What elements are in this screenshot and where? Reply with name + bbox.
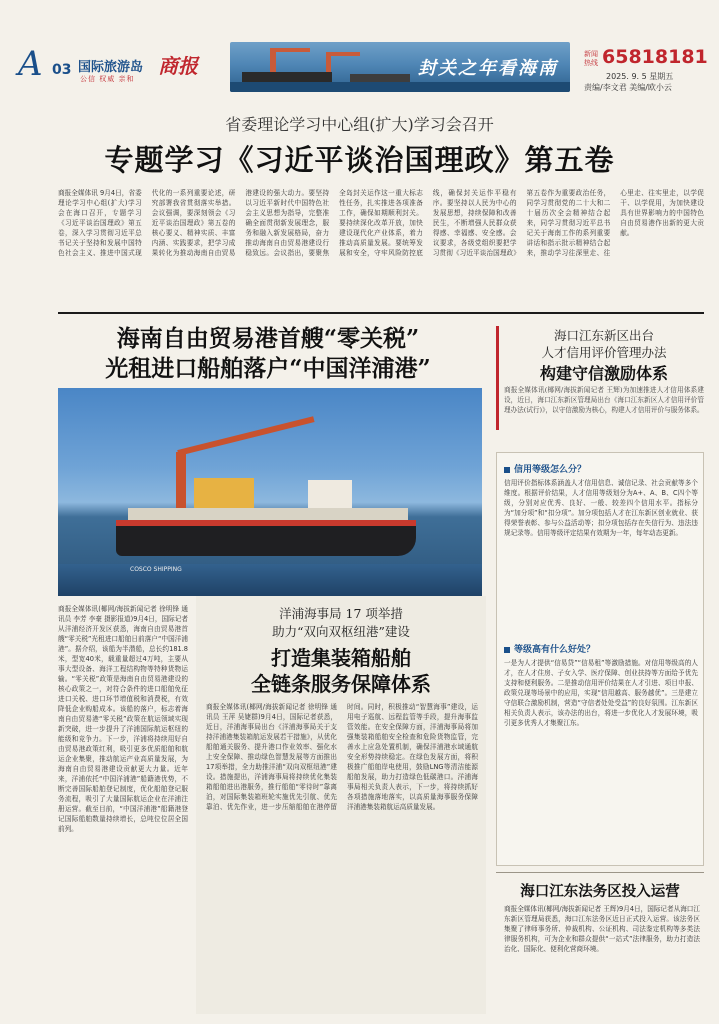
- shipping-headline-line2: 全链条服务保障体系: [251, 672, 431, 696]
- subhead-credit-levels: [504, 462, 586, 475]
- slogan: 公信 权威 亲和: [80, 75, 135, 83]
- subhead-benefits: [504, 642, 595, 655]
- page-number: 03: [52, 62, 72, 78]
- paper-brand-logo: 商报: [158, 54, 198, 78]
- ship-cargo-block: [194, 478, 254, 508]
- banner-title: 封关之年看海南: [418, 58, 558, 79]
- legal-district-body: 商报全媒体讯(椰网/海拔新闻记者 王辉)9月4日，国际记者从海口江东新区管理局获悉，海口江东法务区近日正式投入运营。该法务区集聚了律师事务所、仲裁机构、公证机构、司法鉴定机构等多类法律服务机构，可为企业和群众提供“一站式”法律服务，助力打造法治化、国际化、便利化营商环境。: [504, 905, 700, 953]
- lead-kicker: 省委理论学习中心组(扩大)学习会召开: [225, 115, 494, 134]
- hotline-label: 新闻热线: [584, 50, 598, 67]
- photo-hull-lettering: COSCO SHIPPING: [130, 566, 182, 573]
- shipping-kicker-line1: 洋浦海事局 17 项举措: [279, 606, 403, 621]
- talent-kicker-line1: 海口江东新区出台: [553, 328, 654, 343]
- hotline-number: 65818181: [602, 46, 708, 68]
- page-letter: A: [18, 44, 43, 84]
- ship-shape: [242, 72, 332, 82]
- ship-crane-mast: [176, 452, 186, 510]
- issue-date: 2025. 9. 5 星期五: [606, 72, 674, 81]
- sea-shape: [230, 82, 570, 92]
- ship-bridge: [308, 480, 352, 510]
- talent-headline: 构建守信激励体系: [539, 364, 668, 383]
- section-divider: [496, 872, 704, 873]
- talent-lead: 商报全媒体讯(椰网/海拔新闻记者 王辉)为加速推进人才信用体系建设，近日，海口江东新区管理局出台《海口江东新区人才信用评价管理办法(试行)》，以守信激励为核心，构建人才信用评价与服务体系。: [504, 386, 704, 414]
- port-headline-line2: 光租进口船舶落户“中国洋浦港”: [105, 355, 431, 382]
- masthead: [18, 40, 708, 98]
- shipping-article-body: 商报全媒体讯(椰网/海拔新闻记者 徐明锋 通讯员 王萍 吴婕群)9月4日，国际记者获悉，近日，洋浦海事局出台《洋浦海事局关于支持洋浦港集装箱航运发展若干措施》，从优化船舶通关服务、提升港口作业效率、强化水上安全保障、推动绿色智慧发展等方面推出17项举措，全力助推洋浦“双向双枢纽港”建设。措施提出，洋浦海事局将持续优化集装箱船舶进出港服务，推行船舶“零待时”靠离泊，对国际集装箱班轮实施优先引航、优先靠泊、优先作业，进一步压缩船舶在港停留时间。同时，积极推动“智慧海事”建设，运用电子巡航、远程监管等手段，提升海事监管效能。在安全保障方面，洋浦海事局将加强集装箱船舶安全检查和危险货物监管，完善水上应急处置机制，确保洋浦港水域通航安全形势持续稳定。在绿色发展方面，将积极推广船舶岸电使用，鼓励LNG等清洁能源船舶发展，助力打造绿色低碳港口。洋浦海事局相关负责人表示，下一步，将持续抓好各项措施落地落实，以高质量海事服务保障洋浦港集装箱航运高质量发展。: [206, 703, 478, 811]
- paper-name: 国际旅游岛: [78, 60, 144, 75]
- square-bullet-icon: [504, 467, 510, 473]
- accent-bar: [496, 326, 499, 430]
- banner-image: [230, 42, 570, 92]
- legal-district-headline: 海口江东法务区投入运营: [520, 883, 680, 900]
- subhead-text: 等级高有什么好处？: [514, 645, 596, 655]
- shipping-kicker-line2: 助力“双向双枢纽港”建设: [272, 624, 410, 639]
- water-shape: [58, 564, 482, 596]
- talent-kicker-line2: 人才信用评价管理办法: [541, 345, 667, 360]
- ship-photo: [58, 388, 482, 596]
- shipping-headline-line1: 打造集装箱船舶: [271, 646, 411, 670]
- benefits-body: 一是为人才提供“信易贷”“信易租”等激励措施。对信用等级高的人才，在人才住房、子女入学、医疗保障、创业扶持等方面给予优先支持和便利服务。二是推动信用评价结果在人才引进、项目申报、政策兑现等场景中的应用，实现“信用越高、服务越优”。三是建立守信联合激励机制，营造“守信者处处受益”的良好氛围。江东新区相关负责人表示，该办法的出台，将进一步优化人才发展环境，吸引更多优秀人才集聚江东。: [504, 659, 698, 727]
- crane-shape: [270, 48, 310, 52]
- port-headline-line1: 海南自由贸易港首艘“零关税”: [116, 325, 420, 352]
- ship-crane-arm: [177, 416, 314, 456]
- ship-hull: [116, 526, 416, 556]
- crane-shape: [326, 52, 360, 56]
- lead-article-body: 商报全媒体讯 9月4日，省委理论学习中心组(扩大)学习会在海口召开，专题学习《习近平谈治国理政》第五卷，深入学习贯彻习近平总书记关于坚持和发展中国特色社会主义、推进中国式现代化的一系列重要论述，研究部署我省贯彻落实举措。会议强调，要深刻领会《习近平谈治国理政》第五卷的核心要义、精神实质、丰富内涵、实践要求，把学习成果转化为推动海南自由贸易港建设的强大动力。要坚持以习近平新时代中国特色社会主义思想为指导，完整准确全面贯彻新发展理念，服务和融入新发展格局，奋力推动海南自由贸易港建设行稳致远。会议指出，要聚焦全岛封关运作这一重大标志性任务，扎实推进各项准备工作，确保如期顺利封关。要持续深化改革开放，加快建设现代化产业体系，着力推动高质量发展。要统筹发展和安全，守牢风险防控底线，确保封关运作平稳有序。要坚持以人民为中心的发展思想，持续保障和改善民生，不断增强人民群众获得感、幸福感、安全感。会议要求，各级党组织要把学习贯彻《习近平谈治国理政》第五卷作为重要政治任务，同学习贯彻党的二十大和二十届历次全会精神结合起来，同学习贯彻习近平总书记关于海南工作的系列重要讲话和指示批示精神结合起来，推动学习往深里走、往心里走、往实里走，以学促干、以学促用，为加快建设具有世界影响力的中国特色自由贸易港作出新的更大贡献。: [58, 189, 704, 257]
- editors-credit: 责编/李文君 美编/欧小云: [584, 83, 672, 92]
- lead-headline: 专题学习《习近平谈治国理政》第五卷: [104, 143, 615, 177]
- port-article-body: 商报全媒体讯(椰网/海拔新闻记者 徐明锋 通讯员 李芳 李豪 摄影报道)9月4日，国际记者从洋浦经济开发区获悉，海南自由贸易港首艘“零关税”光租进口船舶日前落户“中国洋浦港”。据介绍，该船为半潜船，总长约181.8米，型宽40米，载重量超过4万吨，主要从事大型设备、海洋工程结构物等特种货物运输。“零关税”政策是海南自由贸易港建设的核心政策之一，对符合条件的进口船舶免征进口关税、进口环节增值税和消费税，有效降低企业购船成本。该船的落户，标志着海南自由贸易港“零关税”政策在航运领域实现新突破，进一步提升了洋浦国际航运枢纽的能级和竞争力。下一步，洋浦将持续用好自由贸易港政策红利，吸引更多优质船舶和航运企业集聚，推动航运产业高质量发展，为海南自由贸易港建设贡献更大力量。近年来，洋浦依托“中国洋浦港”船籍港优势，不断完善国际船舶登记制度，优化船舶登记服务流程，吸引了大量国际航运企业在洋浦注册运营。截至目前，“中国洋浦港”船籍港登记国际船舶数量持续增长，总吨位位居全国前列。: [58, 605, 188, 833]
- credit-levels-body: 信用评价指标体系涵盖人才信用信息、诚信记录、社会贡献等多个维度。根据评价结果，人才信用等级划分为A+、A、B、C四个等级，分别对应优秀、良好、一般、较差四个信用水平。指标分为“加分项”和“扣分项”。加分项包括人才在江东新区创业就业、获得荣誉表彰、参与公益活动等；扣分项包括存在失信行为、违法违规记录等。信用等级评定结果有效期为一年，每年动态更新。: [504, 479, 698, 537]
- square-bullet-icon: [504, 647, 510, 653]
- section-divider: [58, 312, 704, 314]
- subhead-text: 信用等级怎么分？: [514, 465, 587, 475]
- ship-shape: [350, 74, 410, 82]
